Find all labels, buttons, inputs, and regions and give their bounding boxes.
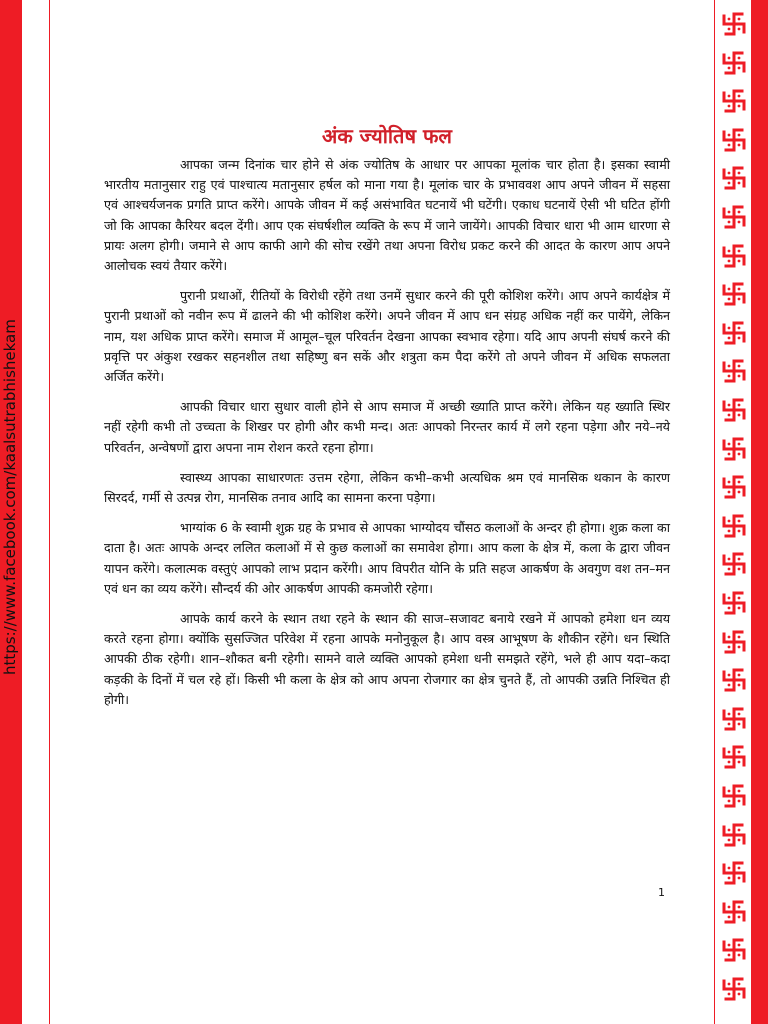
swastika-icon bbox=[722, 475, 746, 499]
page-title: अंक ज्योतिष फल bbox=[322, 124, 452, 148]
paragraph-6: आपके कार्य करने के स्थान तथा रहने के स्थान की साज–सजावट बनाये रखने में आपको हमेशा धन व्यय करते रहना होगा। क्योंकि सुसज्जित परिवेश में रहना आपके मनोनुकूल है। आप वस्त्र आभूषण के शौकीन रहेंगे। धन स्थिति आपकी ठीक रहेगी। शान–शौकत बनी रहेगी। सामने वाले व्यक्ति आपको हमेशा धनी समझते रहेंगे, भले ही आप यदा–कदा कड़की के दिनों में चल रहे हों। किसी भी कला के क्षेत्र को आप अपना रोजगार का क्षेत्र चुनते हैं, तो आपकी उन्नति निश्चित ही होगी। bbox=[104, 611, 670, 707]
swastika-icon bbox=[722, 398, 746, 422]
swastika-icon bbox=[722, 977, 746, 1001]
page-number: 1 bbox=[658, 886, 665, 899]
swastika-icon bbox=[722, 128, 746, 152]
swastika-icon bbox=[722, 784, 746, 808]
swastika-icon bbox=[722, 359, 746, 383]
swastika-icon bbox=[722, 552, 746, 576]
swastika-icon bbox=[722, 668, 746, 692]
swastika-icon bbox=[722, 514, 746, 538]
facebook-url[interactable]: https://www.facebook.com/kaalsutrabhishekam bbox=[1, 319, 19, 675]
swastika-icon bbox=[722, 745, 746, 769]
swastika-icon bbox=[722, 861, 746, 885]
paragraph-5: भाग्यांक 6 के स्वामी शुक्र ग्रह के प्रभाव से आपका भाग्योदय चौंसठ कलाओं के अन्दर ही होगा। शुक्र कला का दाता है। अतः आपके अन्दर ललित कलाओं में से कुछ कलाओं का समावेश होगा। आप कला के क्षेत्र में, कला के द्वारा जीवन यापन करेंगे। कलात्मक वस्तुएं आपको लाभ प्रदान करेंगी। आप विपरीत योनि के प्रति सहज आकर्षण के अवगुण वश तन–मन एवं धन का व्यय करेंगे। सौन्दर्य की ओर आकर्षण आपकी कमजोरी रहेगा। bbox=[104, 520, 670, 596]
swastika-icon bbox=[722, 437, 746, 461]
paragraph-1: आपका जन्म दिनांक चार होने से अंक ज्योतिष के आधार पर आपका मूलांक चार होता है। इसका स्वामी भारतीय मतानुसार राहु एवं पाश्चात्य मतानुसार हर्षल को माना गया है। मूलांक चार के प्रभाववश आप अपने जीवन में सहसा एवं आश्चर्यजनक प्रगति प्राप्त करेंगे। आपके जीवन में कई असंभावित घटनायें भी घटेंगी। एकाध घटनायें ऐसी भी घटित होंगी जो कि आपका कैरियर बदल देंगी। आप एक संघर्षशील व्यक्ति के रूप में जाने जायेंगे। आपकी विचार धारा भी आम धारणा से प्रायः अलग होगी। जमाने से आप काफी आगे की सोच रखेंगे तथा अपना विरोध प्रकट करने की आदत के कारण आप अपने आलोचक स्वयं तैयार करेंगे। bbox=[104, 157, 670, 274]
swastika-icon bbox=[722, 12, 746, 36]
paragraph-2: पुरानी प्रथाओं, रीतियों के विरोधी रहेंगे तथा उनमें सुधार करने की पूरी कोशिश करेंगे। आप अपने कार्यक्षेत्र में पुरानी प्रथाओं को नवीन रूप में ढालने की भी कोशिश करेंगे। अपने जीवन में आप धन संग्रह अधिक नहीं कर पायेंगे, लेकिन नाम, यश अधिक प्राप्त करेंगे। समाज में आमूल–चूल परिवर्तन देखना आपका स्वभाव रहेगा। यदि आप अपनी संघर्ष करने की प्रवृत्ति पर अंकुश रखकर सहनशील तथा सहिष्णु बन सकें और शत्रुता कम पैदा करेंगे तो अपने जीवन में अधिक सफलता अर्जित करेंगे। bbox=[104, 288, 670, 385]
swastika-icon bbox=[722, 51, 746, 75]
paragraph-4: स्वास्थ्य आपका साधारणतः उत्तम रहेगा, लेकिन कभी–कभी अत्यधिक श्रम एवं मानसिक थकान के कारण सिरदर्द, गर्मी से उत्पन्न रोग, मानसिक तनाव आदि का सामना करना पड़ेगा। bbox=[104, 469, 670, 506]
swastika-icon bbox=[722, 89, 746, 113]
swastika-icon bbox=[722, 630, 746, 654]
right-red-border bbox=[751, 0, 768, 1024]
swastika-icon bbox=[722, 244, 746, 268]
swastika-icon bbox=[722, 900, 746, 924]
swastika-icon bbox=[722, 166, 746, 190]
document-page bbox=[104, 123, 670, 720]
left-margin-rule bbox=[49, 0, 50, 1024]
paragraph-3: आपकी विचार धारा सुधार वाली होने से आप समाज में अच्छी ख्याति प्राप्त करेंगे। लेकिन यह ख्याति स्थिर नहीं रहेगी कभी तो उच्चता के शिखर पर होगी और कभी मन्द। अतः आपको निरन्तर कार्य में लगे रहना पड़ेगा और नये–नये परिवर्तन, अन्वेषणों द्वारा अपना नाम रोशन करते रहना होगा। bbox=[104, 399, 670, 455]
swastika-icon bbox=[722, 823, 746, 847]
swastika-column bbox=[716, 12, 750, 1022]
swastika-icon bbox=[722, 591, 746, 615]
swastika-icon bbox=[722, 938, 746, 962]
swastika-icon bbox=[722, 321, 746, 345]
swastika-icon bbox=[722, 282, 746, 306]
swastika-icon bbox=[722, 707, 746, 731]
swastika-icon bbox=[722, 205, 746, 229]
right-margin-rule bbox=[714, 0, 715, 1024]
